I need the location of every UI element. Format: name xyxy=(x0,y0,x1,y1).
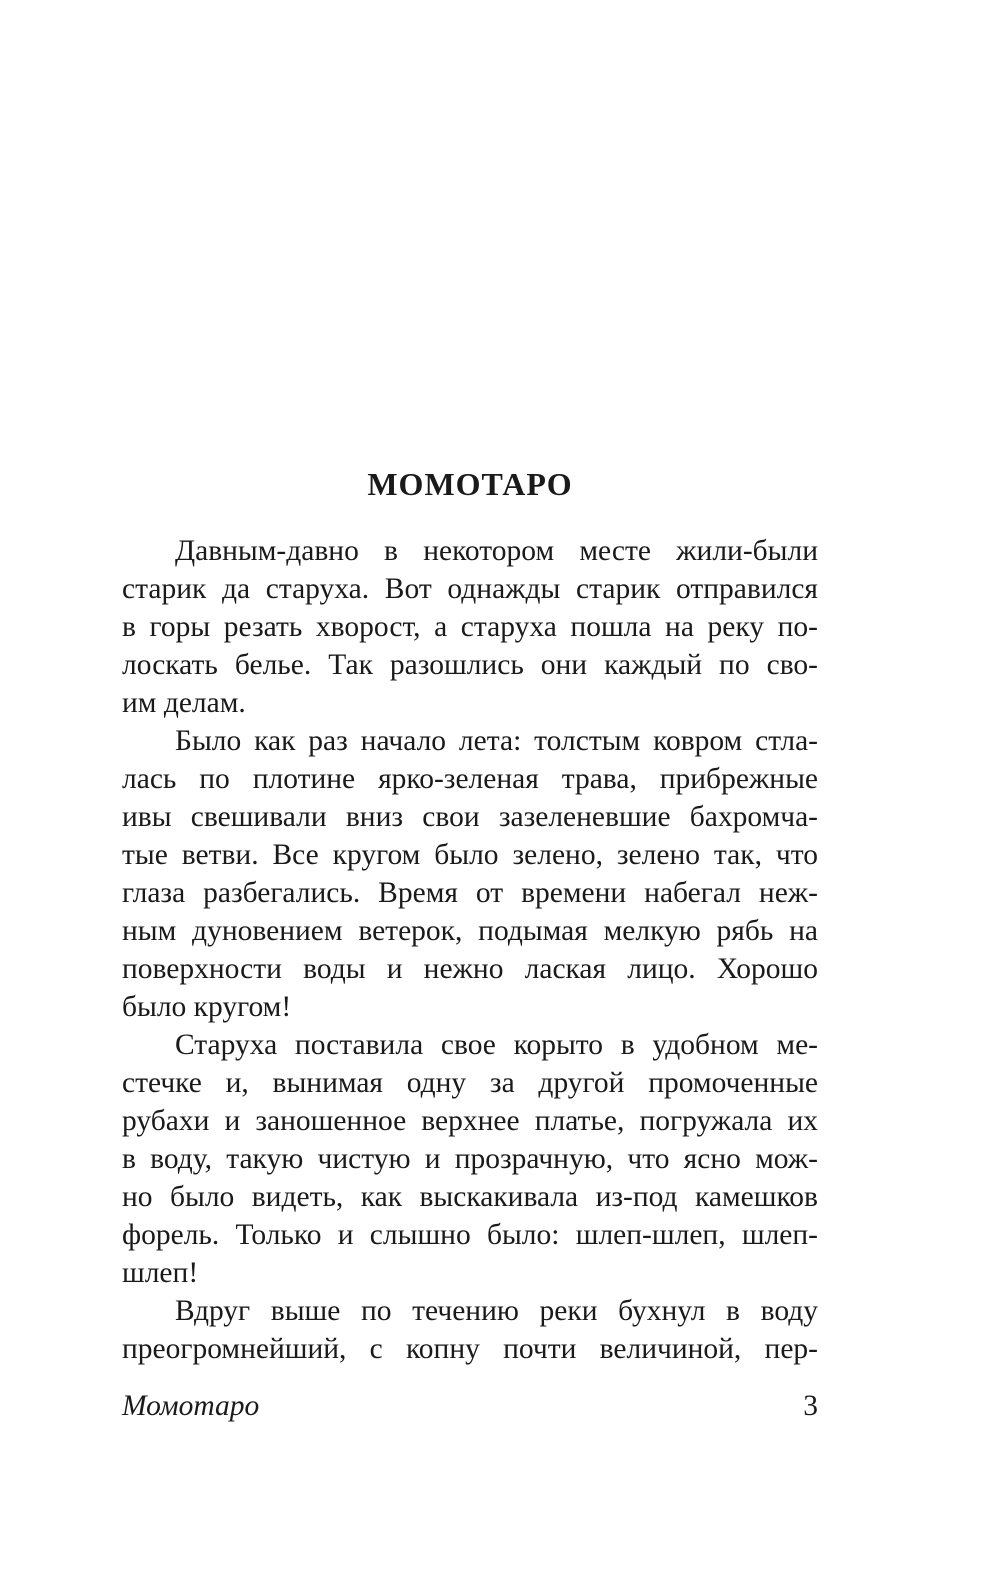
text-line: рубахи и заношенное верхнее платье, погружала их xyxy=(122,1105,818,1137)
text-line: в горы резать хворост, а старуха пошла на реку по- xyxy=(122,611,818,643)
text-line: ивы свешивали вниз свои зазеленевшие бахромча- xyxy=(122,801,818,833)
text-line: старик да старуха. Вот однажды старик отправился xyxy=(122,573,818,605)
text-line: Вдруг выше по течению реки бухнул в воду xyxy=(175,1295,818,1327)
text-line: преогромнейший, с копну почти величиной, пер- xyxy=(122,1333,818,1365)
text-line: Старуха поставила свое корыто в удобном ме- xyxy=(175,1029,818,1061)
text-line: но было видеть, как выскакивала из-под камешков xyxy=(122,1181,818,1213)
text-line: было кругом! xyxy=(122,991,292,1023)
text-line: стечке и, вынимая одну за другой промоченные xyxy=(122,1067,818,1099)
text-line: в воду, такую чистую и прозрачную, что ясно мож- xyxy=(122,1143,818,1175)
running-title: Момотаро xyxy=(122,1390,260,1422)
text-line: тые ветви. Все кругом было зелено, зелено так, что xyxy=(122,839,818,871)
text-line: форель. Только и слышно было: шлеп-шлеп, шлеп- xyxy=(122,1219,818,1251)
text-line: поверхности воды и нежно лаская лицо. Хорошо xyxy=(122,953,818,985)
text-line: глаза разбегались. Время от времени набегал неж- xyxy=(122,877,818,909)
text-line: ным дуновением ветерок, подымая мелкую рябь на xyxy=(122,915,818,947)
text-line: шлеп! xyxy=(122,1257,199,1289)
text-line: лась по плотине ярко-зеленая трава, прибрежные xyxy=(122,763,818,795)
text-line: лоскать белье. Так разошлись они каждый по сво- xyxy=(122,649,818,681)
chapter-title: МОМОТАРО xyxy=(367,466,573,502)
text-line: Давным-давно в некотором месте жили-были xyxy=(175,535,818,567)
page-number: 3 xyxy=(803,1390,818,1422)
text-line: Было как раз начало лета: толстым ковром стла- xyxy=(175,725,818,757)
text-line: им делам. xyxy=(122,687,246,719)
